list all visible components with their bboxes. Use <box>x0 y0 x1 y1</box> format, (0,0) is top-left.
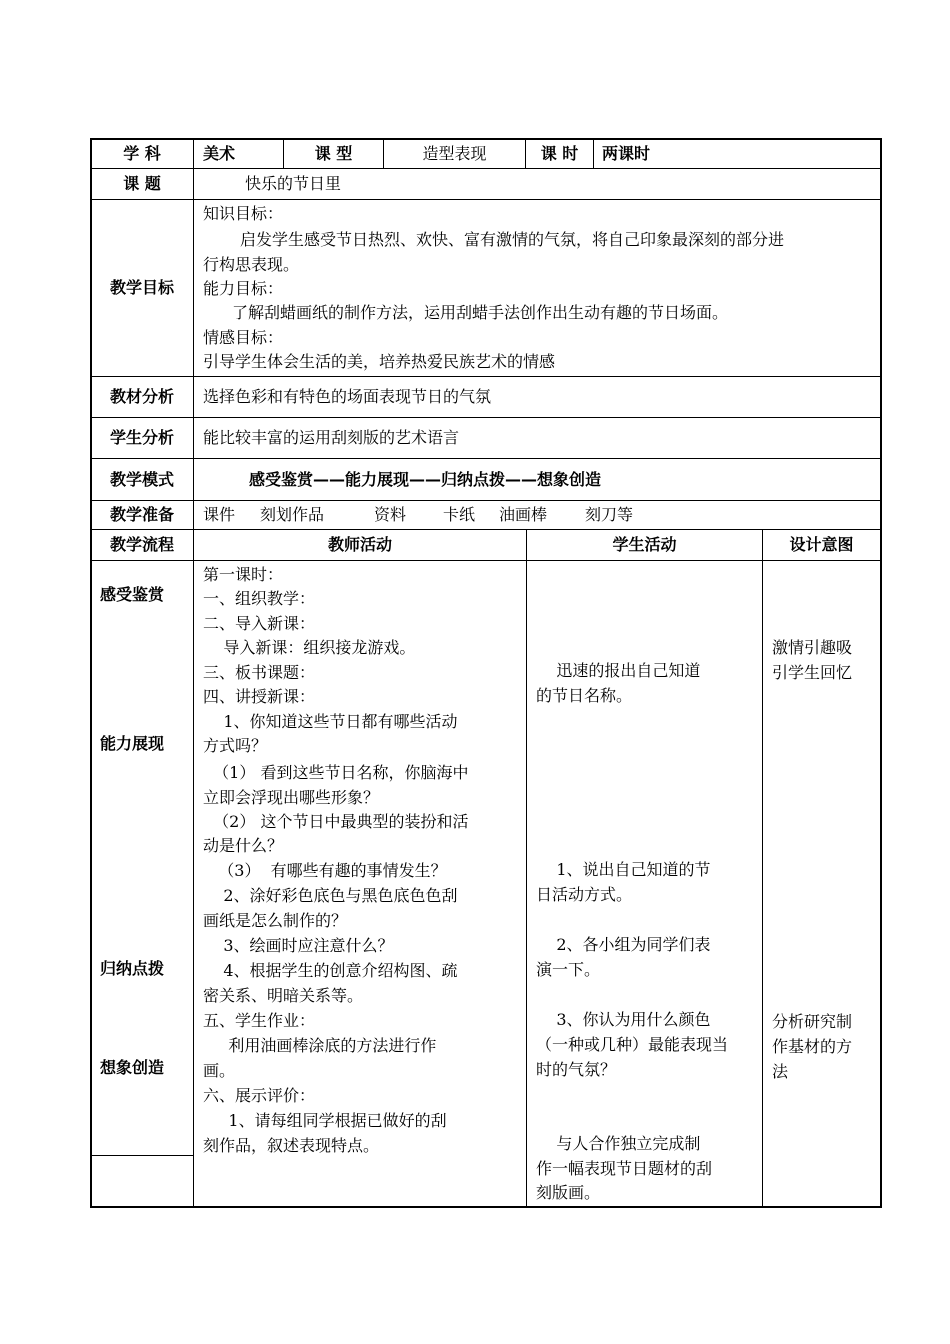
ability-title: 能力目标： <box>203 279 284 298</box>
stage-label: 能力展现 <box>100 734 165 753</box>
flow-process-header: 教学流程 <box>109 535 174 554</box>
topic-value: 快乐的节日里 <box>245 174 342 193</box>
teacher-line: 立即会浮现出哪些形象？ <box>203 788 380 807</box>
teacher-line: （3） 有哪些有趣的事情发生？ <box>203 861 447 880</box>
student-activity-line: 与人合作独立完成制 <box>536 1134 701 1153</box>
knowledge-text-1: 启发学生感受节日热烈、欢快、富有激情的气氛，将自己印象最深刻的部分进 <box>240 230 785 249</box>
teacher-line: 五、学生作业： <box>203 1011 316 1030</box>
intent-line: 作基材的方 <box>772 1037 853 1056</box>
teacher-line: 一、组织教学： <box>203 589 316 608</box>
mode-value: 感受鉴赏——能力展现——归纳点拨——想象创造 <box>249 470 602 489</box>
teacher-line: 密关系、明暗关系等。 <box>203 986 364 1005</box>
teacher-line: （2） 这个节日中最典型的装扮和活 <box>203 812 469 831</box>
student-analysis-value: 能比较丰富的运用刮刻版的艺术语言 <box>203 428 460 447</box>
intent-line: 激情引趣吸 <box>772 638 853 657</box>
teacher-line: 导入新课：组织接龙游戏。 <box>203 638 416 657</box>
stage-label: 感受鉴赏 <box>100 585 165 604</box>
knowledge-title: 知识目标： <box>203 204 284 223</box>
goals-label: 教学目标 <box>109 278 174 297</box>
student-activity-line: 1、说出自己知道的节 <box>536 860 711 879</box>
teacher-line: 3、绘画时应注意什么？ <box>203 936 394 955</box>
type-label: 课 型 <box>314 144 353 163</box>
stage-label: 归纳点拨 <box>100 959 165 978</box>
ability-text: 了解刮蜡画纸的制作方法，运用刮蜡手法创作出生动有趣的节日场面。 <box>232 303 729 322</box>
student-activity-line: （一种或几种）最能表现当 <box>536 1035 729 1054</box>
teacher-line: 三、板书课题： <box>203 663 316 682</box>
prep-item: 油画棒 <box>499 505 548 524</box>
intent-line: 引学生回忆 <box>772 663 853 682</box>
teacher-line: 动是什么？ <box>203 836 284 855</box>
student-activity-line: 迅速的报出自己知道 <box>536 661 701 680</box>
teacher-line: 二、导入新课： <box>203 614 316 633</box>
subject-value: 美术 <box>203 144 236 163</box>
student-activity-line: 3、你认为用什么颜色 <box>536 1010 711 1029</box>
knowledge-text-2: 行构思表现。 <box>203 255 300 274</box>
teacher-line: 2、涂好彩色底色与黑色底色色刮 <box>203 886 458 905</box>
material-value: 选择色彩和有特色的场面表现节日的气氛 <box>203 387 492 406</box>
stage-label: 想象创造 <box>100 1058 165 1077</box>
student-activity-line: 刻版画。 <box>536 1183 601 1202</box>
subject-label: 学 科 <box>123 144 161 163</box>
prep-item: 刻划作品 <box>260 505 325 524</box>
prep-item: 课件 <box>203 505 236 524</box>
hours-value: 两课时 <box>602 144 651 163</box>
hours-label: 课 时 <box>540 144 579 163</box>
teacher-line: （1） 看到这些节日名称，你脑海中 <box>203 763 469 782</box>
prep-label: 教学准备 <box>109 505 174 524</box>
student-activity-line: 演一下。 <box>536 960 601 979</box>
student-analysis-label: 学生分析 <box>109 428 174 447</box>
material-label: 教材分析 <box>109 387 174 406</box>
teacher-line: 1、请每组同学根据已做好的刮 <box>203 1111 447 1130</box>
student-activity-line: 日活动方式。 <box>536 885 633 904</box>
teacher-line: 四、讲授新课： <box>203 687 316 706</box>
student-activity-line: 作一幅表现节日题材的刮 <box>536 1159 713 1178</box>
teacher-line: 刻作品，叙述表现特点。 <box>203 1136 380 1155</box>
student-activity-line: 的节日名称。 <box>536 686 633 705</box>
teacher-line: 1、你知道这些节日都有哪些活动 <box>203 712 458 731</box>
teacher-line: 六、展示评价： <box>203 1086 316 1105</box>
intent-line: 分析研究制 <box>772 1012 853 1031</box>
flow-student-header: 学生活动 <box>612 535 677 554</box>
type-value: 造型表现 <box>422 144 487 163</box>
emotion-title: 情感目标： <box>203 328 284 347</box>
student-activity-line: 2、各小组为同学们表 <box>536 935 711 954</box>
intent-line: 法 <box>772 1062 789 1081</box>
flow-teacher-header: 教师活动 <box>327 535 392 554</box>
prep-item: 资料 <box>374 505 407 524</box>
teacher-line: 方式吗？ <box>203 736 268 755</box>
teacher-line: 4、根据学生的创意介绍构图、疏 <box>203 961 458 980</box>
prep-item: 卡纸 <box>443 505 476 524</box>
student-activity-line: 时的气氛？ <box>536 1060 617 1079</box>
prep-item: 刻刀等 <box>585 505 634 524</box>
teacher-line: 画纸是怎么制作的？ <box>203 911 348 930</box>
teacher-line: 画。 <box>203 1061 236 1080</box>
teacher-line: 第一课时： <box>203 565 284 584</box>
teacher-line: 利用油画棒涂底的方法进行作 <box>203 1036 437 1055</box>
mode-label: 教学模式 <box>109 470 174 489</box>
topic-label: 课 题 <box>123 174 161 193</box>
flow-intent-header: 设计意图 <box>789 535 854 554</box>
emotion-text: 引导学生体会生活的美，培养热爱民族艺术的情感 <box>203 352 556 371</box>
